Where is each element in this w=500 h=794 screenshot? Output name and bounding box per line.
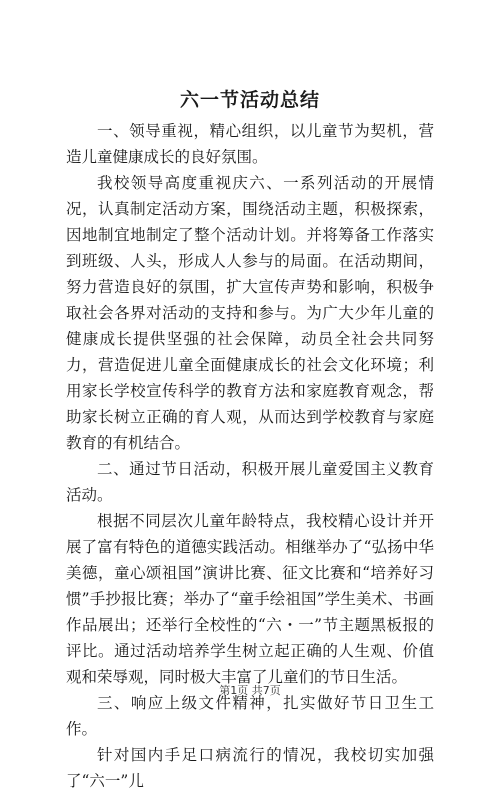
paragraph-6: 针对国内手足口病流行的情况，我校切实加强了“六一”儿 (66, 746, 434, 790)
paragraph-4: 根据不同层次儿童年龄特点，我校精心设计并开展了富有特色的道德实践活动。相继举办了“弘扬中华美德，童心颂祖国”演讲比赛、征文比赛和“培养好习惯”手抄报比赛；举办了“童手绘祖国”学生美术、书画作品展出；还举行全校性的“六・一”节主题黑板报的评比。通过活动培养学生树立起正确的人生观、价值观和荣辱观，同时极大丰富了儿童们的节日生活。 (66, 512, 434, 686)
page-footer: 第1页 共7页 (219, 684, 281, 697)
paragraph-3: 二、通过节日活动，积极开展儿童爱国主义教育活动。 (66, 460, 434, 504)
paragraph-1: 一、领导重视，精心组织，以儿童节为契机，营造儿童健康成长的良好氛围。 (66, 122, 434, 166)
document-title: 六一节活动总结 (179, 89, 320, 111)
paragraph-5: 三、响应上级文件精神，扎实做好节日卫生工作。 (66, 694, 434, 738)
paragraph-2: 我校领导高度重视庆六、一系列活动的开展情况，认真制定活动方案，围绕活动主题，积极探索，因地制宜地制定了整个活动计划。并将筹备工作落实到班级、人头，形成人人参与的局面。在活动期间，努力营造良好的氛围，扩大宣传声势和影响，积极争取社会各界对活动的支持和参与。为广大少年儿童的健康成长提供坚强的社会保障，动员全社会共同努力，营造促进儿童全面健康成长的社会文化环境；利用家长学校宣传科学的教育方法和家庭教育观念，帮助家长树立正确的育人观，从而达到学校教育与家庭教育的有机结合。 (66, 174, 434, 452)
